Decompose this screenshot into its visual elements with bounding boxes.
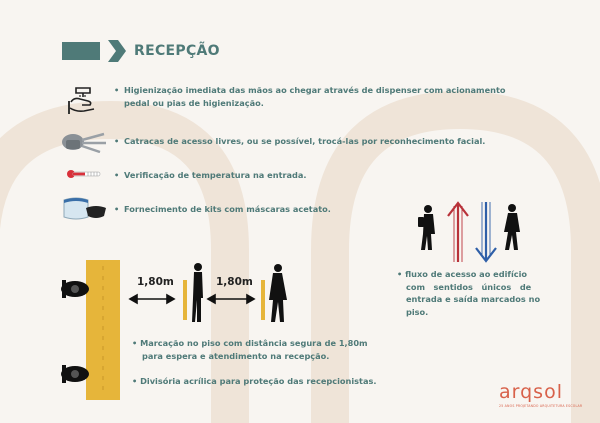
- standing-person-icon: [192, 263, 203, 322]
- note-text: para espera e atendimento na recepção.: [142, 350, 330, 361]
- walking-person-icon: [504, 204, 520, 250]
- chevron-right-icon: [106, 40, 126, 62]
- list-item: [114, 84, 564, 110]
- receptionist-topview-icon: [61, 365, 89, 383]
- list-item: [114, 135, 485, 148]
- bullet: •: [114, 170, 120, 180]
- reception-note: [132, 375, 376, 388]
- bullet: •: [132, 338, 141, 348]
- note-text: Marcação no piso com distância segura de 1,80m: [140, 338, 368, 348]
- distance-arrow-icon: [130, 295, 254, 303]
- reception-note: [132, 337, 368, 362]
- page-title: RECEPÇÃO: [134, 43, 220, 59]
- down-arrow-icon: [476, 202, 496, 261]
- flow-note: [397, 268, 540, 318]
- item-text: Verificação de temperatura na entrada.: [124, 170, 307, 180]
- list-item: [114, 203, 331, 216]
- distance-label: 1,80m: [137, 276, 174, 288]
- flow-note-line: fluxo de acesso ao edifício: [405, 269, 528, 279]
- section-header: [62, 40, 220, 62]
- walking-person-icon: [418, 205, 435, 250]
- note-text: Divisória acrílica para proteção das recepcionistas.: [140, 376, 377, 386]
- logo-tagline: 25 ANOS PROJETANDO ARQUITETURA ESCOLAR: [499, 404, 583, 408]
- item-text: Catracas de acesso livres, ou se possível, trocá-las por reconhecimento facial.: [124, 136, 486, 146]
- bullet: •: [114, 136, 120, 146]
- floor-marker: [183, 280, 187, 320]
- item-text: Higienização imediata das mãos ao chegar através de dispenser com acionamento: [124, 85, 506, 95]
- distance-label: 1,80m: [216, 276, 253, 288]
- header-bar: [62, 42, 100, 60]
- bullet: •: [397, 269, 406, 279]
- floor-marker: [261, 280, 265, 320]
- flow-note-line: com sentidos únicos de: [406, 281, 532, 292]
- flow-direction-illustration: [414, 200, 532, 264]
- flow-note-line: entrada e saída marcados no: [406, 294, 541, 304]
- hand-wash-icon: [66, 84, 100, 118]
- receptionist-topview-icon: [61, 280, 89, 298]
- turnstile-icon: [60, 131, 108, 153]
- thermometer-icon: [66, 169, 102, 179]
- item-text: Fornecimento de kits com máscaras acetato.: [124, 204, 331, 214]
- up-arrow-icon: [448, 203, 468, 262]
- bullet: •: [114, 204, 120, 214]
- bullet: •: [132, 376, 141, 386]
- bullet: •: [114, 85, 120, 95]
- item-text: pedal ou pias de higienização.: [124, 98, 264, 108]
- logo-wordmark: arqsol: [499, 381, 563, 403]
- face-shield-mask-icon: [62, 195, 108, 221]
- flow-note-line: piso.: [406, 306, 429, 317]
- arqsol-logo: [499, 381, 582, 408]
- standing-person-icon: [269, 264, 287, 322]
- list-item: [114, 169, 307, 182]
